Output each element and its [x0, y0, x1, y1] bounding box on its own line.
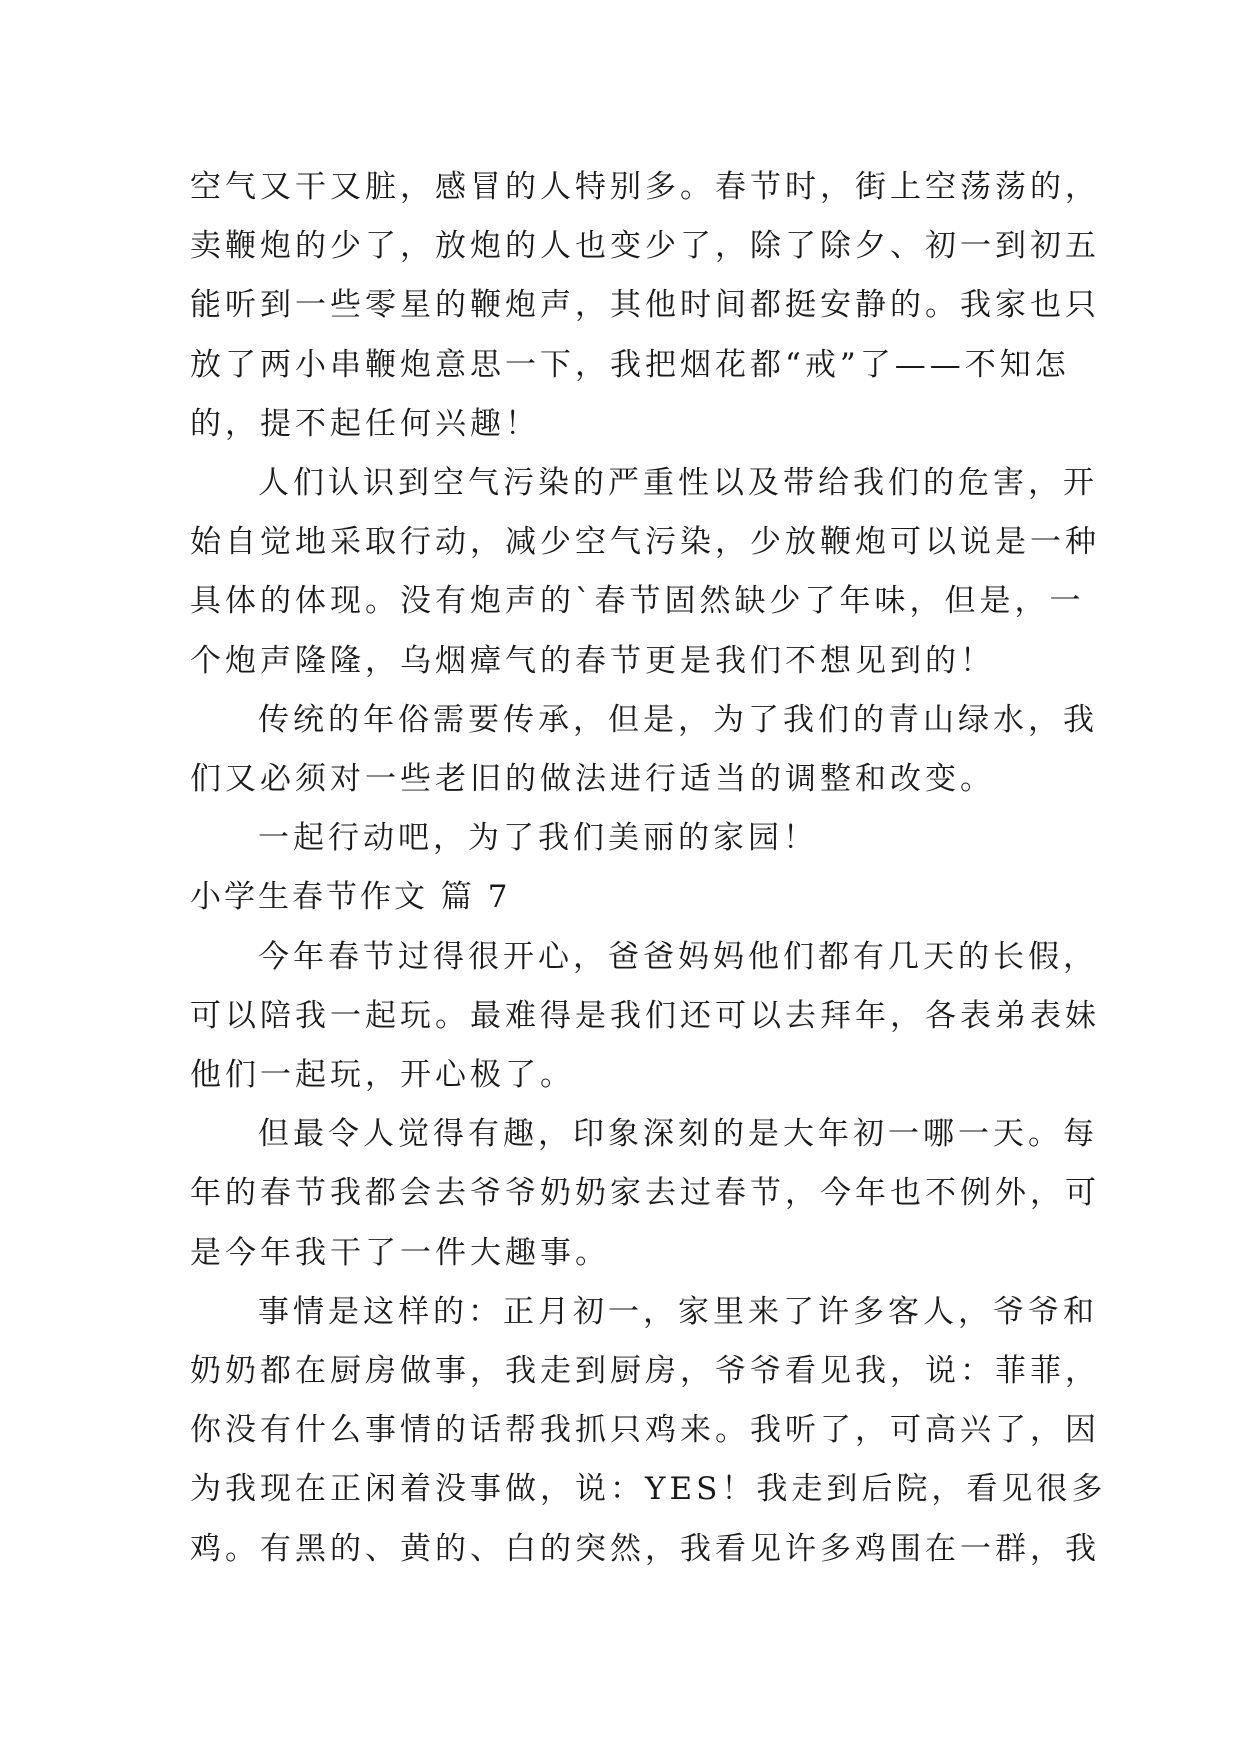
text-line: 具体的体现。没有炮声的`春节固然缺少了年味，但是，一 [190, 583, 1085, 620]
text-line: 卖鞭炮的少了，放炮的人也变少了，除了除夕、初一到初五 [190, 228, 1100, 265]
text-line: 为我现在正闲着没事做，说：YES！我走到后院，看见很多 [190, 1471, 1107, 1508]
text-line: 放了两小串鞭炮意思一下，我把烟花都“戒”了——不知怎 [190, 346, 1070, 383]
paragraph-5 [190, 928, 1100, 1106]
text-line: 们又必须对一些老旧的做法进行适当的调整和改变。 [190, 761, 995, 798]
text-line-first: 但最令人觉得有趣，印象深刻的是大年初一哪一天。每 [258, 1116, 1098, 1153]
paragraph-7 [190, 1283, 1107, 1579]
text-line-first: 事情是这样的：正月初一，家里来了许多客人，爷爷和 [258, 1293, 1098, 1330]
text-line: 个炮声隆隆，乌烟瘴气的春节更是我们不想见到的！ [190, 642, 995, 679]
text-line: 年的春节我都会去爷爷奶奶家去过春节，今年也不例外，可 [190, 1175, 1100, 1212]
text-line: 空气又干又脏，感冒的人特别多。春节时，街上空荡荡的， [190, 169, 1100, 205]
paragraph-6 [190, 1105, 1100, 1283]
paragraph-3 [190, 691, 1098, 809]
text-line: 奶奶都在厨房做事，我走到厨房，爷爷看见我，说：菲菲， [190, 1353, 1100, 1390]
text-line: 你没有什么事情的话帮我抓只鸡来。我听了，可高兴了，因 [190, 1412, 1100, 1449]
text-line-first: 人们认识到空气污染的严重性以及带给我们的危害，开 [258, 465, 1098, 502]
text-line: 能听到一些零星的鞭炮声，其他时间都挺安静的。我家也只 [190, 287, 1100, 324]
text-line-first: 传统的年俗需要传承，但是，为了我们的青山绿水，我 [258, 701, 1098, 738]
paragraph-4 [190, 809, 1070, 868]
text-line: 的，提不起任何兴趣！ [190, 405, 540, 442]
paragraph-2 [190, 454, 1100, 691]
text-line: 鸡。有黑的、黄的、白的突然，我看见许多鸡围在一群，我 [190, 1530, 1100, 1567]
text-line: 始自觉地采取行动，减少空气污染，少放鞭炮可以说是一种 [190, 524, 1100, 561]
text-line: 可以陪我一起玩。最难得是我们还可以去拜年，各表弟表妹 [190, 997, 1100, 1034]
text-line: 他们一起玩，开心极了。 [190, 1057, 575, 1094]
text-line: 是今年我干了一件大趣事。 [190, 1234, 610, 1271]
section-heading: 小学生春节作文 篇 7 [190, 879, 511, 916]
document-body [190, 158, 1107, 1579]
paragraph-1 [190, 158, 1100, 454]
text-line-first: 今年春节过得很开心，爸爸妈妈他们都有几天的长假， [258, 938, 1098, 975]
text-line-first: 一起行动吧，为了我们美丽的家园！ [258, 820, 818, 857]
